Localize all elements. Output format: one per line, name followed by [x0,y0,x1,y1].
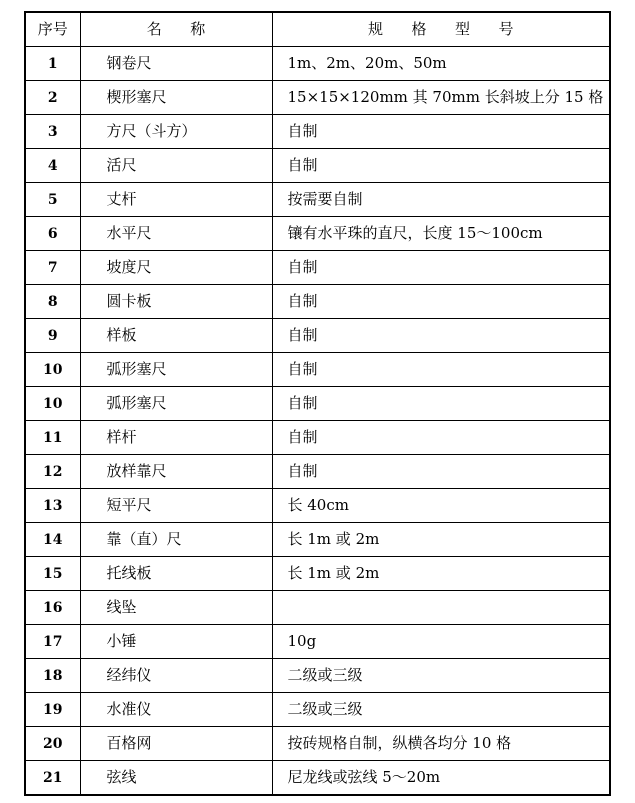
cell-serial-number: 9 [25,319,80,353]
cell-name: 样板 [80,319,272,353]
cell-name: 坡度尺 [80,251,272,285]
cell-name: 活尺 [80,149,272,183]
cell-name: 楔形塞尺 [80,81,272,115]
table-row [25,625,610,659]
cell-name: 水平尺 [80,217,272,251]
cell-serial-number: 5 [25,183,80,217]
table-row [25,115,610,149]
cell-name: 放样靠尺 [80,455,272,489]
cell-name: 线坠 [80,591,272,625]
table-row [25,489,610,523]
table-row [25,557,610,591]
cell-specification: 尼龙线或弦线 5～20m [272,761,610,796]
cell-specification [272,591,610,625]
cell-serial-number: 19 [25,693,80,727]
cell-name: 钢卷尺 [80,47,272,81]
cell-specification: 自制 [272,285,610,319]
table-row [25,455,610,489]
cell-serial-number: 20 [25,727,80,761]
cell-specification: 自制 [272,251,610,285]
cell-name: 丈杆 [80,183,272,217]
cell-name: 水准仪 [80,693,272,727]
cell-specification: 自制 [272,319,610,353]
table-row [25,285,610,319]
cell-serial-number: 4 [25,149,80,183]
cell-name: 弧形塞尺 [80,387,272,421]
cell-serial-number: 17 [25,625,80,659]
table-row [25,591,610,625]
table-row [25,659,610,693]
cell-name: 短平尺 [80,489,272,523]
table-row [25,319,610,353]
cell-name: 样杆 [80,421,272,455]
cell-specification: 二级或三级 [272,693,610,727]
table-row [25,761,610,796]
cell-serial-number: 1 [25,47,80,81]
table-row [25,81,610,115]
table-row [25,47,610,81]
table-row [25,251,610,285]
table-row [25,421,610,455]
tools-table-container [24,11,609,796]
table-row [25,387,610,421]
cell-specification: 15×15×120mm 其 70mm 长斜坡上分 15 格 [272,81,610,115]
tools-table [24,11,611,796]
table-body [25,47,610,796]
cell-name: 百格网 [80,727,272,761]
table-row [25,217,610,251]
cell-specification: 自制 [272,387,610,421]
cell-serial-number: 3 [25,115,80,149]
cell-specification: 按砖规格自制，纵横各均分 10 格 [272,727,610,761]
cell-specification: 镶有水平珠的直尺，长度 15～100cm [272,217,610,251]
cell-serial-number: 13 [25,489,80,523]
header-specification: 规格型号 [272,12,610,47]
header-name: 名称 [80,12,272,47]
table-header-row [25,12,610,47]
table-row [25,183,610,217]
cell-specification: 自制 [272,421,610,455]
cell-name: 圆卡板 [80,285,272,319]
header-serial-number: 序号 [25,12,80,47]
cell-specification: 10g [272,625,610,659]
cell-name: 经纬仪 [80,659,272,693]
cell-serial-number: 21 [25,761,80,796]
cell-serial-number: 11 [25,421,80,455]
table-row [25,353,610,387]
cell-name: 托线板 [80,557,272,591]
table-row [25,149,610,183]
cell-serial-number: 15 [25,557,80,591]
cell-specification: 自制 [272,353,610,387]
cell-serial-number: 8 [25,285,80,319]
cell-name: 方尺（斗方） [80,115,272,149]
cell-name: 弧形塞尺 [80,353,272,387]
cell-name: 小锤 [80,625,272,659]
table-row [25,727,610,761]
cell-name: 靠（直）尺 [80,523,272,557]
cell-serial-number: 10 [25,387,80,421]
cell-specification: 二级或三级 [272,659,610,693]
cell-serial-number: 6 [25,217,80,251]
cell-serial-number: 7 [25,251,80,285]
cell-serial-number: 18 [25,659,80,693]
cell-serial-number: 12 [25,455,80,489]
cell-specification: 自制 [272,455,610,489]
cell-serial-number: 14 [25,523,80,557]
table-row [25,523,610,557]
cell-specification: 自制 [272,149,610,183]
cell-specification: 按需要自制 [272,183,610,217]
cell-name: 弦线 [80,761,272,796]
cell-specification: 长 1m 或 2m [272,557,610,591]
cell-specification: 1m、2m、20m、50m [272,47,610,81]
cell-serial-number: 10 [25,353,80,387]
cell-serial-number: 2 [25,81,80,115]
table-row [25,693,610,727]
cell-serial-number: 16 [25,591,80,625]
cell-specification: 长 40cm [272,489,610,523]
cell-specification: 长 1m 或 2m [272,523,610,557]
cell-specification: 自制 [272,115,610,149]
